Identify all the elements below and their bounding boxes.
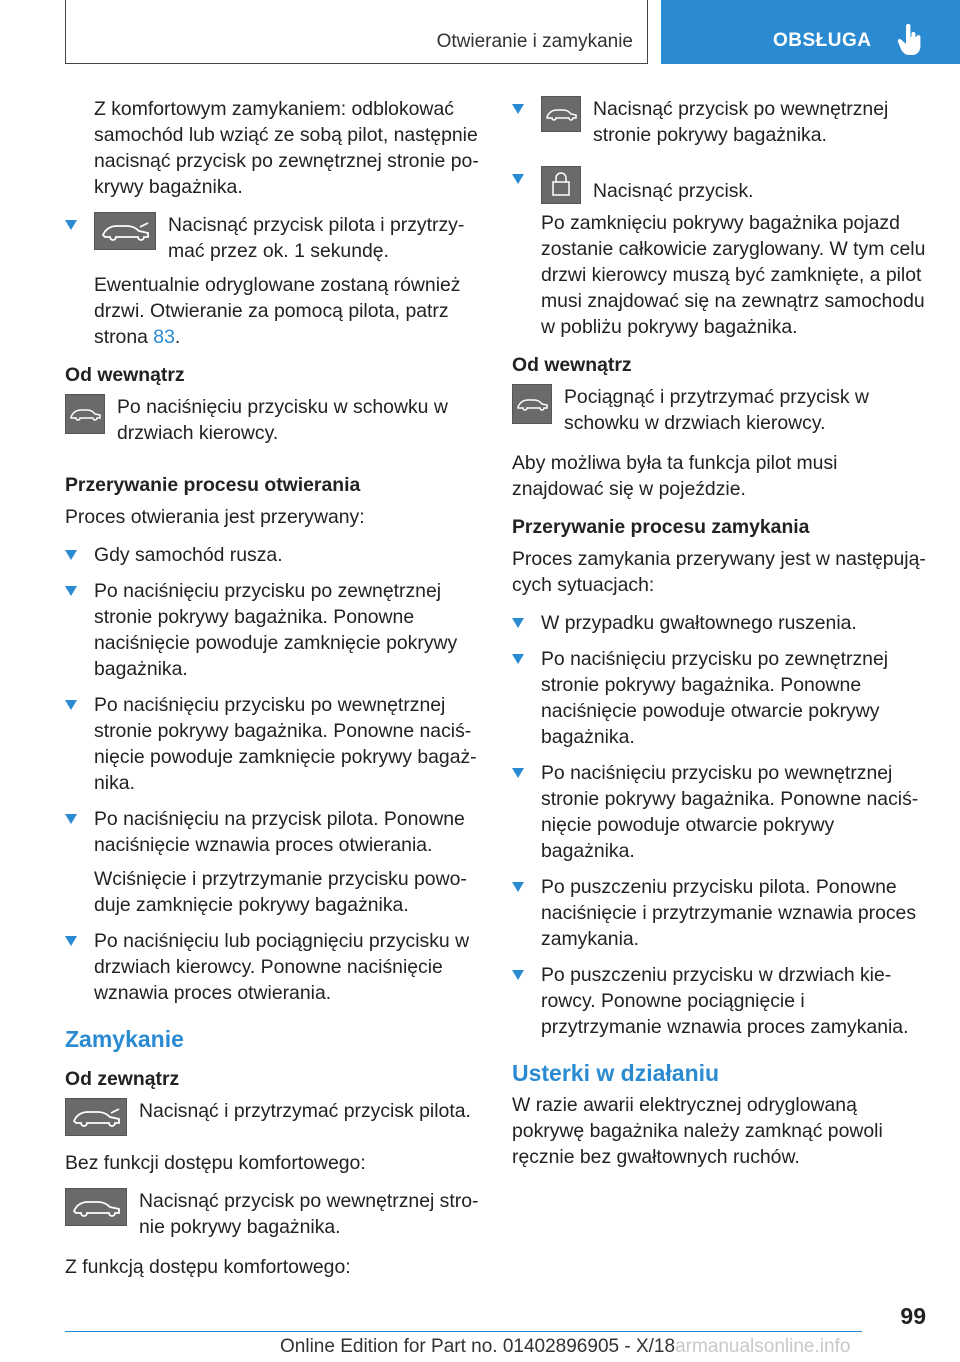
bullet-triangle-icon [512,970,524,980]
no-comfort-label: Bez funkcji dostępu komfortowego: [65,1152,366,1174]
car-trunk-key-icon [94,212,156,250]
bullet-text: Nacisnąć przycisk pilota i przytrzymać przez ok. 1 sekundę. [168,214,465,262]
bullet-note: Ewentualnie odryglowane zostaną również drzwi. Otwieranie za pomocą pilota, patrz strona 83. [94,274,461,348]
faults-text: W razie awarii elektrycznej odryglowaną pokrywę bagażnika należy zamknąć powoli ręcznie bez gwałtownych ruchów. [512,1094,883,1168]
bullet-note: Wciśnięcie i przytrzymanie przycisku powoduje zamknięcie pokrywy bagażnika. [94,868,467,916]
hand-pointer-icon [897,24,923,56]
bullet-triangle-icon [512,654,524,664]
bullet-triangle-icon [512,618,524,628]
car-trunk-button-icon [65,394,105,434]
heading-interrupt-closing: Przerywanie procesu zamykania [512,516,810,538]
interrupt-intro: Proces otwierania jest przerywany: [65,506,365,528]
lock-icon [541,166,581,204]
list-item: Po puszczeniu przycisku pilota. Ponowne naciśnięcie i przytrzymanie wznawia proces zamykania. [512,874,927,952]
heading-inside: Od wewnątrz [65,364,185,386]
outside-text: Nacisnąć i przytrzymać przycisk pilota. [139,1100,471,1122]
right-column [512,96,927,1182]
list-item: Po naciśnięciu przycisku po wewnętrznej stronie pokrywy bagażnika. Ponowne naciśnięcie powoduje otwarcie pokrywy bagażnika. [512,760,927,864]
list-item: Gdy samochód rusza. [65,542,480,568]
page-number: 99 [900,1303,926,1329]
heading-interrupt-opening: Przerywanie procesu otwierania [65,474,361,496]
list-item: Po naciśnięciu przycisku po zewnętrznej stronie pokrywy bagażnika. Ponowne naciśnięcie powoduje zamknięcie pokrywy bagażnika. [65,578,480,682]
footer-edition [280,1336,850,1358]
section-tab-label: OBSŁUGA [773,30,872,51]
no-comfort-text: Nacisnąć przycisk po wewnętrznej stronie pokrywy bagażnika. [139,1190,479,1238]
list-item [512,96,927,148]
chapter-title: Otwieranie i zamykanie [436,31,633,52]
bullet-triangle-icon [65,550,77,560]
heading-outside: Od zewnątrz [65,1068,180,1090]
heading-closing: Zamykanie [65,1026,184,1052]
bullet-triangle-icon [65,586,77,596]
car-trunk-button-icon [512,384,552,424]
list-item: Po naciśnięciu przycisku po zewnętrznej stronie pokrywy bagażnika. Ponowne naciśnięcie powoduje otwarcie pokrywy bagażnika. [512,646,927,750]
watermark: armanualsonline.info [675,1336,851,1357]
bullet-triangle-icon [65,936,77,946]
bullet-triangle-icon [512,882,524,892]
interrupt-intro: Proces zamykania przerywany jest w następujących sytuacjach: [512,548,926,596]
edition-text: Online Edition for Part no. 01402896905 - X/18 [280,1336,676,1357]
left-column [65,96,480,1292]
bullet-triangle-icon [512,174,524,184]
list-item: Po naciśnięciu na przycisk pilota. Ponowne naciśnięcie wznawia proces otwierania. Wciśnięcie i przytrzymanie przycisku powoduje zamknięcie pokrywy bagażnika. [65,806,480,918]
bullet-triangle-icon [65,220,77,230]
list-item: Po puszczeniu przycisku w drzwiach kierowcy. Ponowne pociągnięcie i przytrzymanie wznawia proces zamykania. [512,962,927,1040]
bullet-text: Nacisnąć przycisk. [593,180,754,202]
list-item: Po naciśnięciu przycisku po wewnętrznej stronie pokrywy bagażnika. Ponowne naciśnięcie powoduje zamknięcie pokrywy bagażnika. [65,692,480,796]
bullet-triangle-icon [65,814,77,824]
car-trunk-button-icon [541,96,581,132]
list-item: W przypadku gwałtownego ruszenia. [512,610,927,636]
comfort-closing-note: Z komfortowym zamykaniem: odblokować samochód lub wziąć ze sobą pilot, następnie nacisnąć przycisk po zewnętrznej stronie pokrywy bagażnika. [94,98,479,198]
bullet-triangle-icon [65,700,77,710]
inside-text: Po naciśnięciu przycisku w schowku w drzwiach kierowcy. [117,396,448,444]
section-tab[interactable] [661,0,960,64]
with-comfort-label: Z funkcją dostępu komfortowego: [65,1256,351,1278]
bullet-triangle-icon [512,768,524,778]
list-item [65,212,480,350]
page-link[interactable]: 83 [153,326,175,348]
inside-note: Aby możliwa była ta funkcja pilot musi znajdować się w pojeździe. [512,452,838,500]
bullet-triangle-icon [512,104,524,114]
list-item: Po naciśnięciu lub pociągnięciu przycisku w drzwiach kierowcy. Ponowne naciśnięcie wznawia proces otwierania. [65,928,480,1006]
list-item [512,166,927,340]
footer-divider [65,1331,862,1332]
car-trunk-button-icon [65,1188,127,1226]
heading-faults: Usterki w działaniu [512,1060,720,1086]
inside-text: Pociągnąć i przytrzymać przycisk w schowku w drzwiach kierowcy. [564,386,869,434]
bullet-text: Nacisnąć przycisk po wewnętrznej stronie pokrywy bagażnika. [593,98,889,146]
heading-inside: Od wewnątrz [512,354,632,376]
header-title-box [65,0,648,64]
car-trunk-key-icon [65,1098,127,1136]
bullet-note: Po zamknięciu pokrywy bagażnika pojazd zostanie całkowicie zaryglowany. W tym celu drzwi kierowcy muszą być zamknięte, a pilot musi znajdować się na zewnątrz samochodu w pobliżu pokrywy bagażnika. [541,212,926,338]
